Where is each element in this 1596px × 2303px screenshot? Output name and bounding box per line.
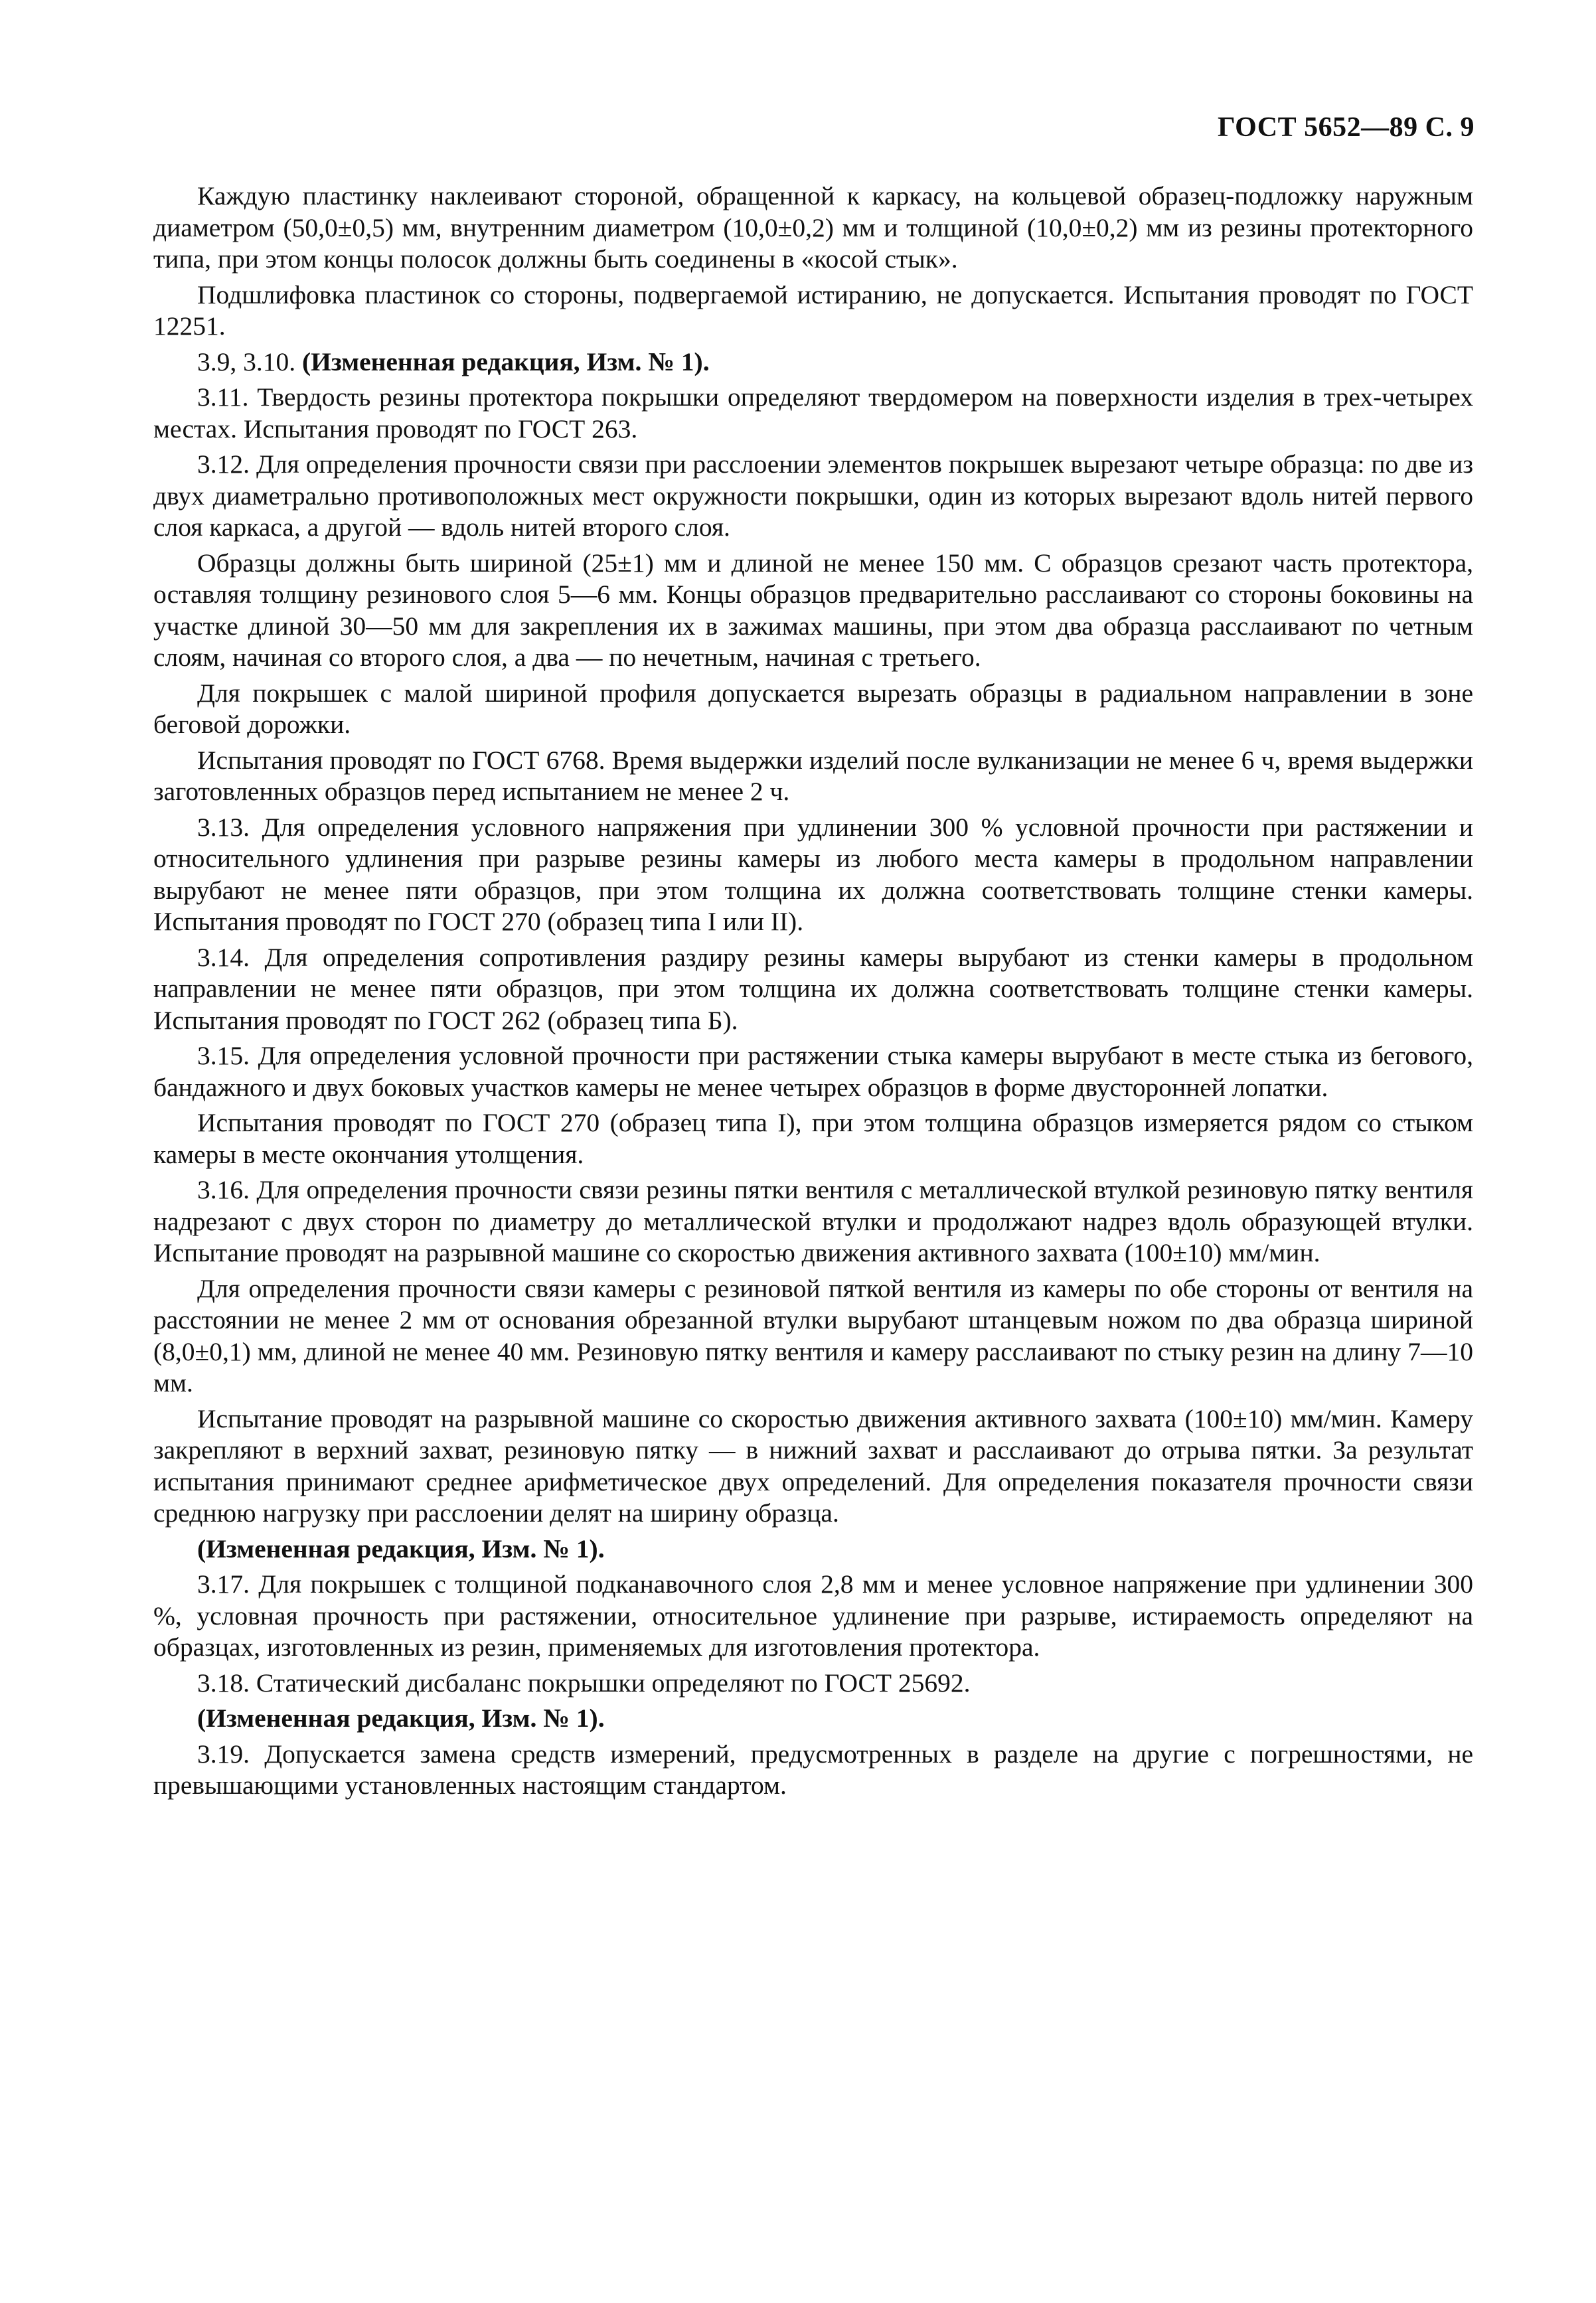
paragraph: 3.12. Для определения прочности связи при расслоении элементов покрышек вырезают четыре образца: по две из двух диаметрально противоположных мест окружности покрышки, один из которых вырезают вдоль нитей первого слоя каркаса, а другой — вдоль нитей второго слоя. <box>153 449 1473 542</box>
paragraph: 3.14. Для определения сопротивления раздиру резины камеры вырубают из стенки камеры в продольном направлении не менее пяти образцов, при этом толщина их должна соответствовать толщине стенки камеры. Испытания проводят по ГОСТ 262 (образец типа Б). <box>153 942 1473 1035</box>
page-header: ГОСТ 5652—89 С. 9 <box>1217 112 1475 143</box>
amendment-note: (Измененная редакция, Изм. № 1). <box>197 1534 605 1563</box>
paragraph: Испытания проводят по ГОСТ 270 (образец типа I), при этом толщина образцов измеряется рядом со стыком камеры в месте окончания утолщения. <box>153 1108 1473 1169</box>
document-body <box>153 181 1473 1806</box>
paragraph: Для покрышек с малой шириной профиля допускается вырезать образцы в радиальном направлении в зоне беговой дорожки. <box>153 678 1473 739</box>
paragraph: 3.18. Статический дисбаланс покрышки определяют по ГОСТ 25692. <box>197 1668 971 1698</box>
amendment-note <box>153 347 1473 378</box>
paragraph: 3.17. Для покрышек с толщиной подканавочного слоя 2,8 мм и менее условное напряжение при удлинении 300 %, условная прочность при растяжении, относительное удлинение при разрыве, истираемость определяют на образцах, изготовленных из резин, применяемых для изготовления протектора. <box>153 1569 1473 1662</box>
paragraph: 3.13. Для определения условного напряжения при удлинении 300 % условной прочности при растяжении и относительного удлинения при разрыве резины камеры из любого места камеры в продольном направлении вырубают не менее пяти образцов, при этом толщина их должна соответствовать толщине стенки камеры. Испытания проводят по ГОСТ 270 (образец типа I или II). <box>153 812 1473 936</box>
paragraph: Для определения прочности связи камеры с резиновой пяткой вентиля из камеры по обе стороны от вентиля на расстоянии не менее 2 мм от основания обрезанной втулки вырубают штанцевым ножом по два образца шириной (8,0±0,1) мм, длиной не менее 40 мм. Резиновую пятку вентиля и камеру расслаивают по стыку резин на длину 7—10 мм. <box>153 1273 1473 1397</box>
paragraph: Испытания проводят по ГОСТ 6768. Время выдержки изделий после вулканизации не менее 6 ч, время выдержки заготовленных образцов перед испытанием не менее 2 ч. <box>153 745 1473 806</box>
paragraph: 3.15. Для определения условной прочности при растяжении стыка камеры вырубают в месте стыка из бегового, бандажного и двух боковых участков камеры не менее четырех образцов в форме двусторонней лопатки. <box>153 1041 1473 1102</box>
paragraph: Каждую пластинку наклеивают стороной, обращенной к каркасу, на кольцевой образец-подложку наружным диаметром (50,0±0,5) мм, внутренним диаметром (10,0±0,2) мм и толщиной (10,0±0,2) мм из резины протекторного типа, при этом концы полосок должны быть соединены в «косой стык». <box>153 181 1473 274</box>
paragraph: 3.11. Твердость резины протектора покрышки определяют твердомером на поверхности изделия в трех-четырех местах. Испытания проводят по ГОСТ 263. <box>153 382 1473 443</box>
paragraph: Испытание проводят на разрывной машине со скоростью движения активного захвата (100±10) мм/мин. Камеру закрепляют в верхний захват, резиновую пятку — в нижний захват и расслаивают до отрыва пятки. За результат испытания принимают среднее арифметическое двух определений. Для определения показателя прочности связи среднюю нагрузку при расслоении делят на ширину образца. <box>153 1403 1473 1528</box>
amendment-note: (Измененная редакция, Изм. № 1). <box>197 1704 605 1733</box>
paragraph: Подшлифовка пластинок со стороны, подвергаемой истиранию, не допускается. Испытания проводят по ГОСТ 12251. <box>153 279 1473 341</box>
paragraph: 3.19. Допускается замена средств измерений, предусмотренных в разделе на другие с погрешностями, не превышающими установленных настоящим стандартом. <box>153 1739 1473 1800</box>
paragraph: Образцы должны быть шириной (25±1) мм и длиной не менее 150 мм. С образцов срезают часть протектора, оставляя толщину резинового слоя 5—6 мм. Концы образцов предварительно расслаивают со стороны боковины на участке длиной 30—50 мм для закрепления их в зажимах машины, при этом два образца расслаивают по четным слоям, начиная со второго слоя, а два — по нечетным, начиная с третьего. <box>153 548 1473 672</box>
amendment-label: (Измененная редакция, Изм. № 1). <box>302 347 710 376</box>
clause-number: 3.9, 3.10. <box>197 347 296 376</box>
paragraph: 3.16. Для определения прочности связи резины пятки вентиля с металлической втулкой резиновую пятку вентиля надрезают с двух сторон по диаметру до металлической втулки и продолжают надрез вдоль образующей втулки. Испытание проводят на разрывной машине со скоростью движения активного захвата (100±10) мм/мин. <box>153 1175 1473 1267</box>
